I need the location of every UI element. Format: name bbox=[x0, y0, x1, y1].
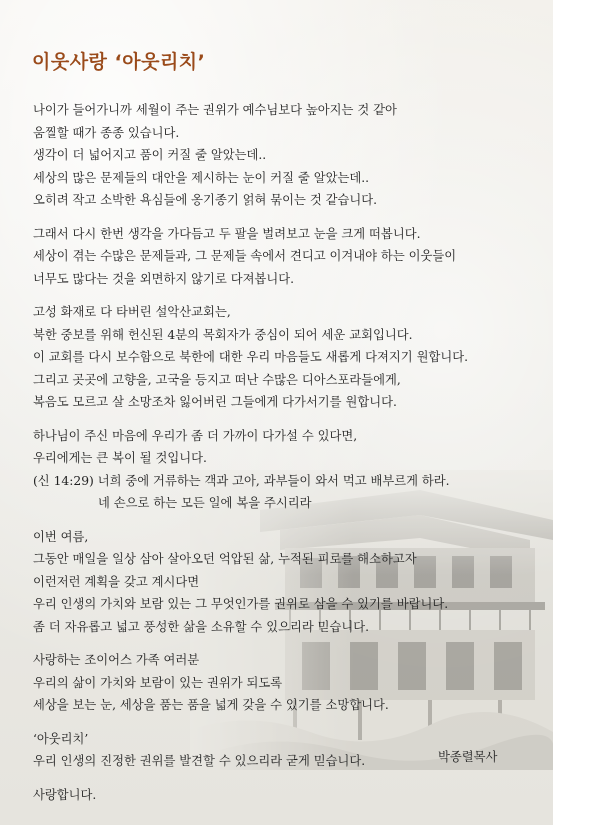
text-line: 사랑하는 조이어스 가족 여러분 bbox=[33, 653, 200, 667]
text-line: 너무도 많다는 것을 외면하지 않기로 다져봅니다. bbox=[33, 271, 295, 286]
text-line: 나이가 들어가니까 세월이 주는 권위가 예수님보다 높아지는 것 같아 bbox=[33, 103, 397, 117]
text-line: 그래서 다시 한번 생각을 가다듬고 두 팔을 벌려보고 눈을 크게 떠봅니다. bbox=[33, 226, 421, 241]
scripture-quote-continuation: 네 손으로 하는 모든 일에 복을 주시리라 bbox=[98, 496, 312, 510]
text-line: 세상이 겪는 수많은 문제들과, 그 문제들 속에서 견디고 이겨내야 하는 이웃들이 bbox=[33, 249, 457, 263]
text-line: 생각이 더 넓어지고 품이 커질 줄 알았는데.. bbox=[33, 148, 267, 162]
text-line: 좀 더 자유롭고 넓고 풍성한 삶을 소유할 수 있으리라 믿습니다. bbox=[33, 619, 370, 634]
paragraph bbox=[33, 526, 543, 639]
text-line: 이 교회를 다시 보수함으로 북한에 대한 우리 마음들도 새롭게 다져지기 원합니다. bbox=[33, 350, 468, 364]
text-line: 이런저런 계획을 갖고 계시다면 bbox=[33, 574, 200, 589]
text-line: ‘아웃리치’ bbox=[33, 731, 89, 746]
scripture-quote: (신 14:29) 너희 중에 거류하는 객과 고아, 과부들이 와서 먹고 배부르게 하라. bbox=[33, 473, 450, 488]
signature: 박종렬목사 bbox=[438, 750, 498, 764]
text-line: 북한 중보를 위해 헌신된 4분의 목회자가 중심이 되어 세운 교회입니다. bbox=[33, 327, 413, 342]
paragraph bbox=[33, 301, 543, 414]
text-line: 우리에게는 큰 복이 될 것입니다. bbox=[33, 451, 207, 465]
text-line: 우리 인생의 가치와 보람 있는 그 무엇인가를 권위로 삼을 수 있기를 바랍니다. bbox=[33, 597, 449, 611]
paragraph bbox=[33, 223, 543, 291]
text-line: 우리 인생의 진정한 권위를 발견할 수 있으리라 굳게 믿습니다. bbox=[33, 754, 366, 768]
closing-line: 사랑합니다. bbox=[33, 787, 97, 802]
text-line: 그동안 매일을 일상 삼아 살아오던 억압된 삶, 누적된 피로를 해소하고자 bbox=[33, 552, 417, 566]
text-line: 그리고 곳곳에 고향을, 고국을 등지고 떠난 수많은 디아스포라들에게, bbox=[33, 372, 401, 387]
text-line: 세상을 보는 눈, 세상을 품는 품을 넓게 갖을 수 있기를 소망합니다. bbox=[33, 698, 389, 712]
letter-body bbox=[33, 99, 543, 817]
page-margin bbox=[553, 0, 597, 825]
text-line: 우리의 삶이 가치와 보람이 있는 권위가 되도록 bbox=[33, 675, 283, 690]
paragraph bbox=[33, 649, 543, 717]
text-line: 움찔할 때가 종종 있습니다. bbox=[33, 125, 180, 140]
paragraph bbox=[33, 99, 543, 212]
text-line: 복음도 모르고 살 소망조차 잃어버린 그들에게 다가서기를 원합니다. bbox=[33, 395, 397, 409]
paragraph bbox=[33, 425, 543, 515]
text-line: 오히려 작고 소박한 욕심들에 옹기종기 얽혀 묶이는 것 같습니다. bbox=[33, 193, 378, 207]
text-line: 이번 여름, bbox=[33, 529, 89, 544]
paragraph bbox=[33, 784, 543, 807]
text-line: 하나님이 주신 마음에 우리가 좀 더 가까이 다가설 수 있다면, bbox=[33, 428, 358, 443]
text-line: 세상의 많은 문제들의 대안을 제시하는 눈이 커질 줄 알았는데.. bbox=[33, 170, 370, 185]
page-title: 이웃사랑 ‘아웃리치’ bbox=[32, 51, 206, 73]
text-line: 고성 화재로 다 타버린 설악산교회는, bbox=[33, 305, 231, 319]
